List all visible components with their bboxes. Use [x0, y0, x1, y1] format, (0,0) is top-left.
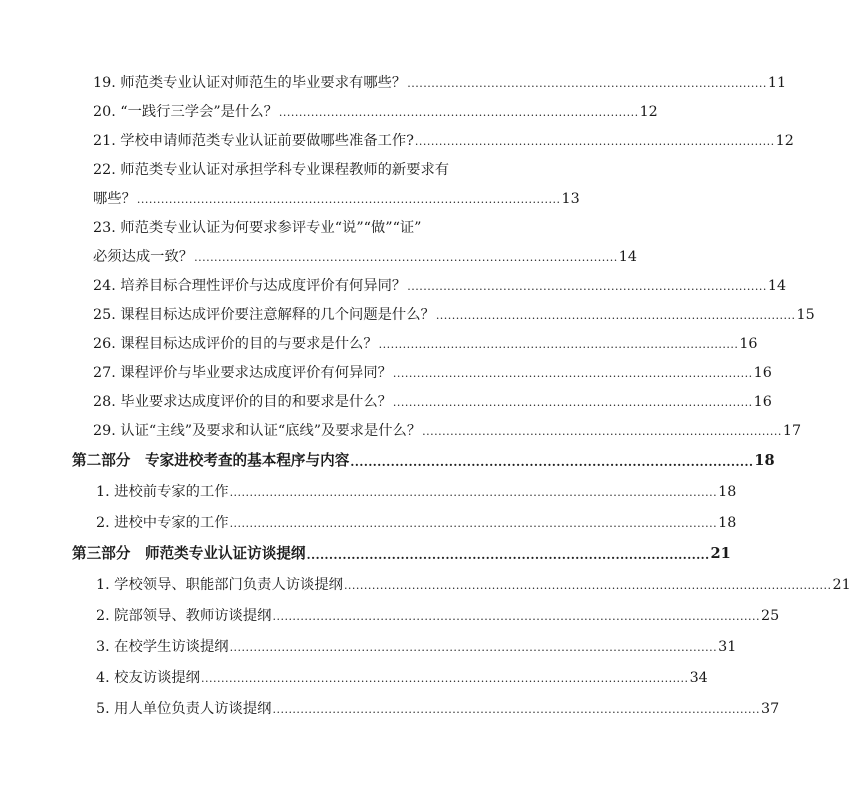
dot-leader: ..........................................................................................	[422, 425, 782, 438]
toc-entry-part2-2[interactable]	[96, 512, 737, 534]
toc-entry-part3-2[interactable]	[96, 605, 780, 627]
toc-page-number: 34	[689, 670, 708, 686]
dot-leader: ..........................................................................................	[278, 106, 639, 119]
toc-entry-text: 19. 师范类专业认证对师范生的毕业要求有哪些？	[93, 75, 407, 91]
toc-entry-text: 2. 院部领导、教师访谈提纲	[96, 608, 272, 624]
toc-entry-text: 3. 在校学生访谈提纲	[96, 639, 229, 655]
toc-entry-23[interactable]	[93, 246, 637, 268]
toc-entry-text: 4. 校友访谈提纲	[96, 670, 200, 686]
dot-leader: ..........................................................................................................................	[229, 486, 718, 499]
toc-entry-27[interactable]	[93, 362, 772, 384]
toc-entry-19[interactable]	[93, 72, 787, 94]
toc-page-number: 16	[753, 365, 772, 381]
toc-page-number: 31	[718, 639, 737, 655]
toc-entry-text: 27. 课程评价与毕业要求达成度评价有何异同？	[93, 365, 392, 381]
dot-leader: ..........................................................................................................................	[272, 703, 761, 716]
toc-entry-text: 25. 课程目标达成评价要注意解释的几个问题是什么？	[93, 307, 435, 323]
toc-entry-text: 24. 培养目标合理性评价与达成度评价有何异同？	[93, 278, 407, 294]
toc-page-number: 18	[754, 452, 775, 469]
toc-entry-text: 20. “一践行三学会”是什么？	[93, 104, 278, 120]
toc-page-number: 15	[796, 307, 815, 323]
toc-entry-text: 26. 课程目标达成评价的目的与要求是什么？	[93, 336, 378, 352]
toc-entry-26[interactable]	[93, 333, 758, 355]
toc-page-number: 16	[739, 336, 758, 352]
toc-entry-28[interactable]	[93, 391, 772, 413]
toc-page-number: 14	[618, 249, 637, 265]
dot-leader: ..........................................................................................	[407, 280, 767, 293]
toc-entry-text: 2. 进校中专家的工作	[96, 515, 229, 531]
toc-page-number: 12	[639, 104, 658, 120]
toc-entry-part3-5[interactable]	[96, 698, 780, 720]
toc-section-title: 第二部分 专家进校考查的基本程序与内容	[72, 452, 350, 469]
toc-section-part3[interactable]	[72, 543, 731, 565]
toc-entry-text: 28. 毕业要求达成度评价的目的和要求是什么？	[93, 394, 392, 410]
toc-page-number: 18	[718, 515, 737, 531]
dot-leader: ..........................................................................................................................	[229, 641, 718, 654]
toc-page-number: 37	[761, 701, 780, 717]
dot-leader: ..........................................................................................................................	[343, 579, 832, 592]
toc-entry-text: 1. 进校前专家的工作	[96, 484, 229, 500]
dot-leader: ..........................................................................................	[350, 455, 754, 469]
toc-entry-text: 21. 学校申请师范类专业认证前要做哪些准备工作?	[93, 133, 414, 149]
dot-leader: ..........................................................................................................................	[200, 672, 689, 685]
toc-entry-text: 哪些？	[93, 191, 136, 207]
toc-page-number: 11	[767, 75, 787, 91]
dot-leader: ..........................................................................................................	[194, 251, 618, 264]
toc-page-number: 12	[775, 133, 794, 149]
dot-leader: ..........................................................................................	[378, 338, 739, 351]
toc-section-part2[interactable]	[72, 450, 775, 472]
toc-entry-22-line1[interactable]: 22. 师范类专业认证对承担学科专业课程教师的新要求有	[93, 162, 450, 178]
toc-page-number: 18	[718, 484, 737, 500]
toc-entry-part2-1[interactable]	[96, 481, 737, 503]
toc-entry-part3-4[interactable]	[96, 667, 708, 689]
dot-leader: ..........................................................................................	[306, 548, 710, 562]
toc-entry-22[interactable]	[93, 188, 580, 210]
dot-leader: ..........................................................................................................................	[272, 610, 761, 623]
toc-page-number: 14	[767, 278, 787, 294]
toc-entry-text: 1. 学校领导、职能部门负责人访谈提纲	[96, 577, 343, 593]
toc-entry-20[interactable]	[93, 101, 658, 123]
toc-entry-29[interactable]	[93, 420, 802, 442]
dot-leader: ..........................................................................................................	[136, 193, 561, 206]
dot-leader: ..........................................................................................	[414, 135, 775, 148]
toc-entry-21[interactable]	[93, 130, 794, 152]
dot-leader: ..........................................................................................	[392, 396, 753, 409]
dot-leader: ..........................................................................................................................	[229, 517, 718, 530]
dot-leader: ..........................................................................................	[435, 309, 796, 322]
dot-leader: ..........................................................................................	[392, 367, 753, 380]
toc-page-number: 21	[832, 577, 851, 593]
toc-page-number: 25	[761, 608, 780, 624]
toc-entry-25[interactable]	[93, 304, 815, 326]
toc-entry-text: 5. 用人单位负责人访谈提纲	[96, 701, 272, 717]
toc-page-number: 13	[561, 191, 580, 207]
toc-entry-part3-3[interactable]	[96, 636, 737, 658]
toc-entry-text: 必须达成一致？	[93, 249, 194, 265]
toc-section-title: 第三部分 师范类专业认证访谈提纲	[72, 545, 306, 562]
dot-leader: ..........................................................................................	[407, 77, 767, 90]
toc-entry-24[interactable]	[93, 275, 787, 297]
toc-entry-23-line1[interactable]: 23. 师范类专业认证为何要求参评专业“说”“做”“证”	[93, 220, 422, 236]
toc-page-number: 21	[710, 545, 731, 562]
toc-page-number: 16	[753, 394, 772, 410]
toc-entry-text: 29. 认证“主线”及要求和认证“底线”及要求是什么？	[93, 423, 422, 439]
toc-page-number: 17	[782, 423, 802, 439]
toc-entry-part3-1[interactable]	[96, 574, 851, 596]
